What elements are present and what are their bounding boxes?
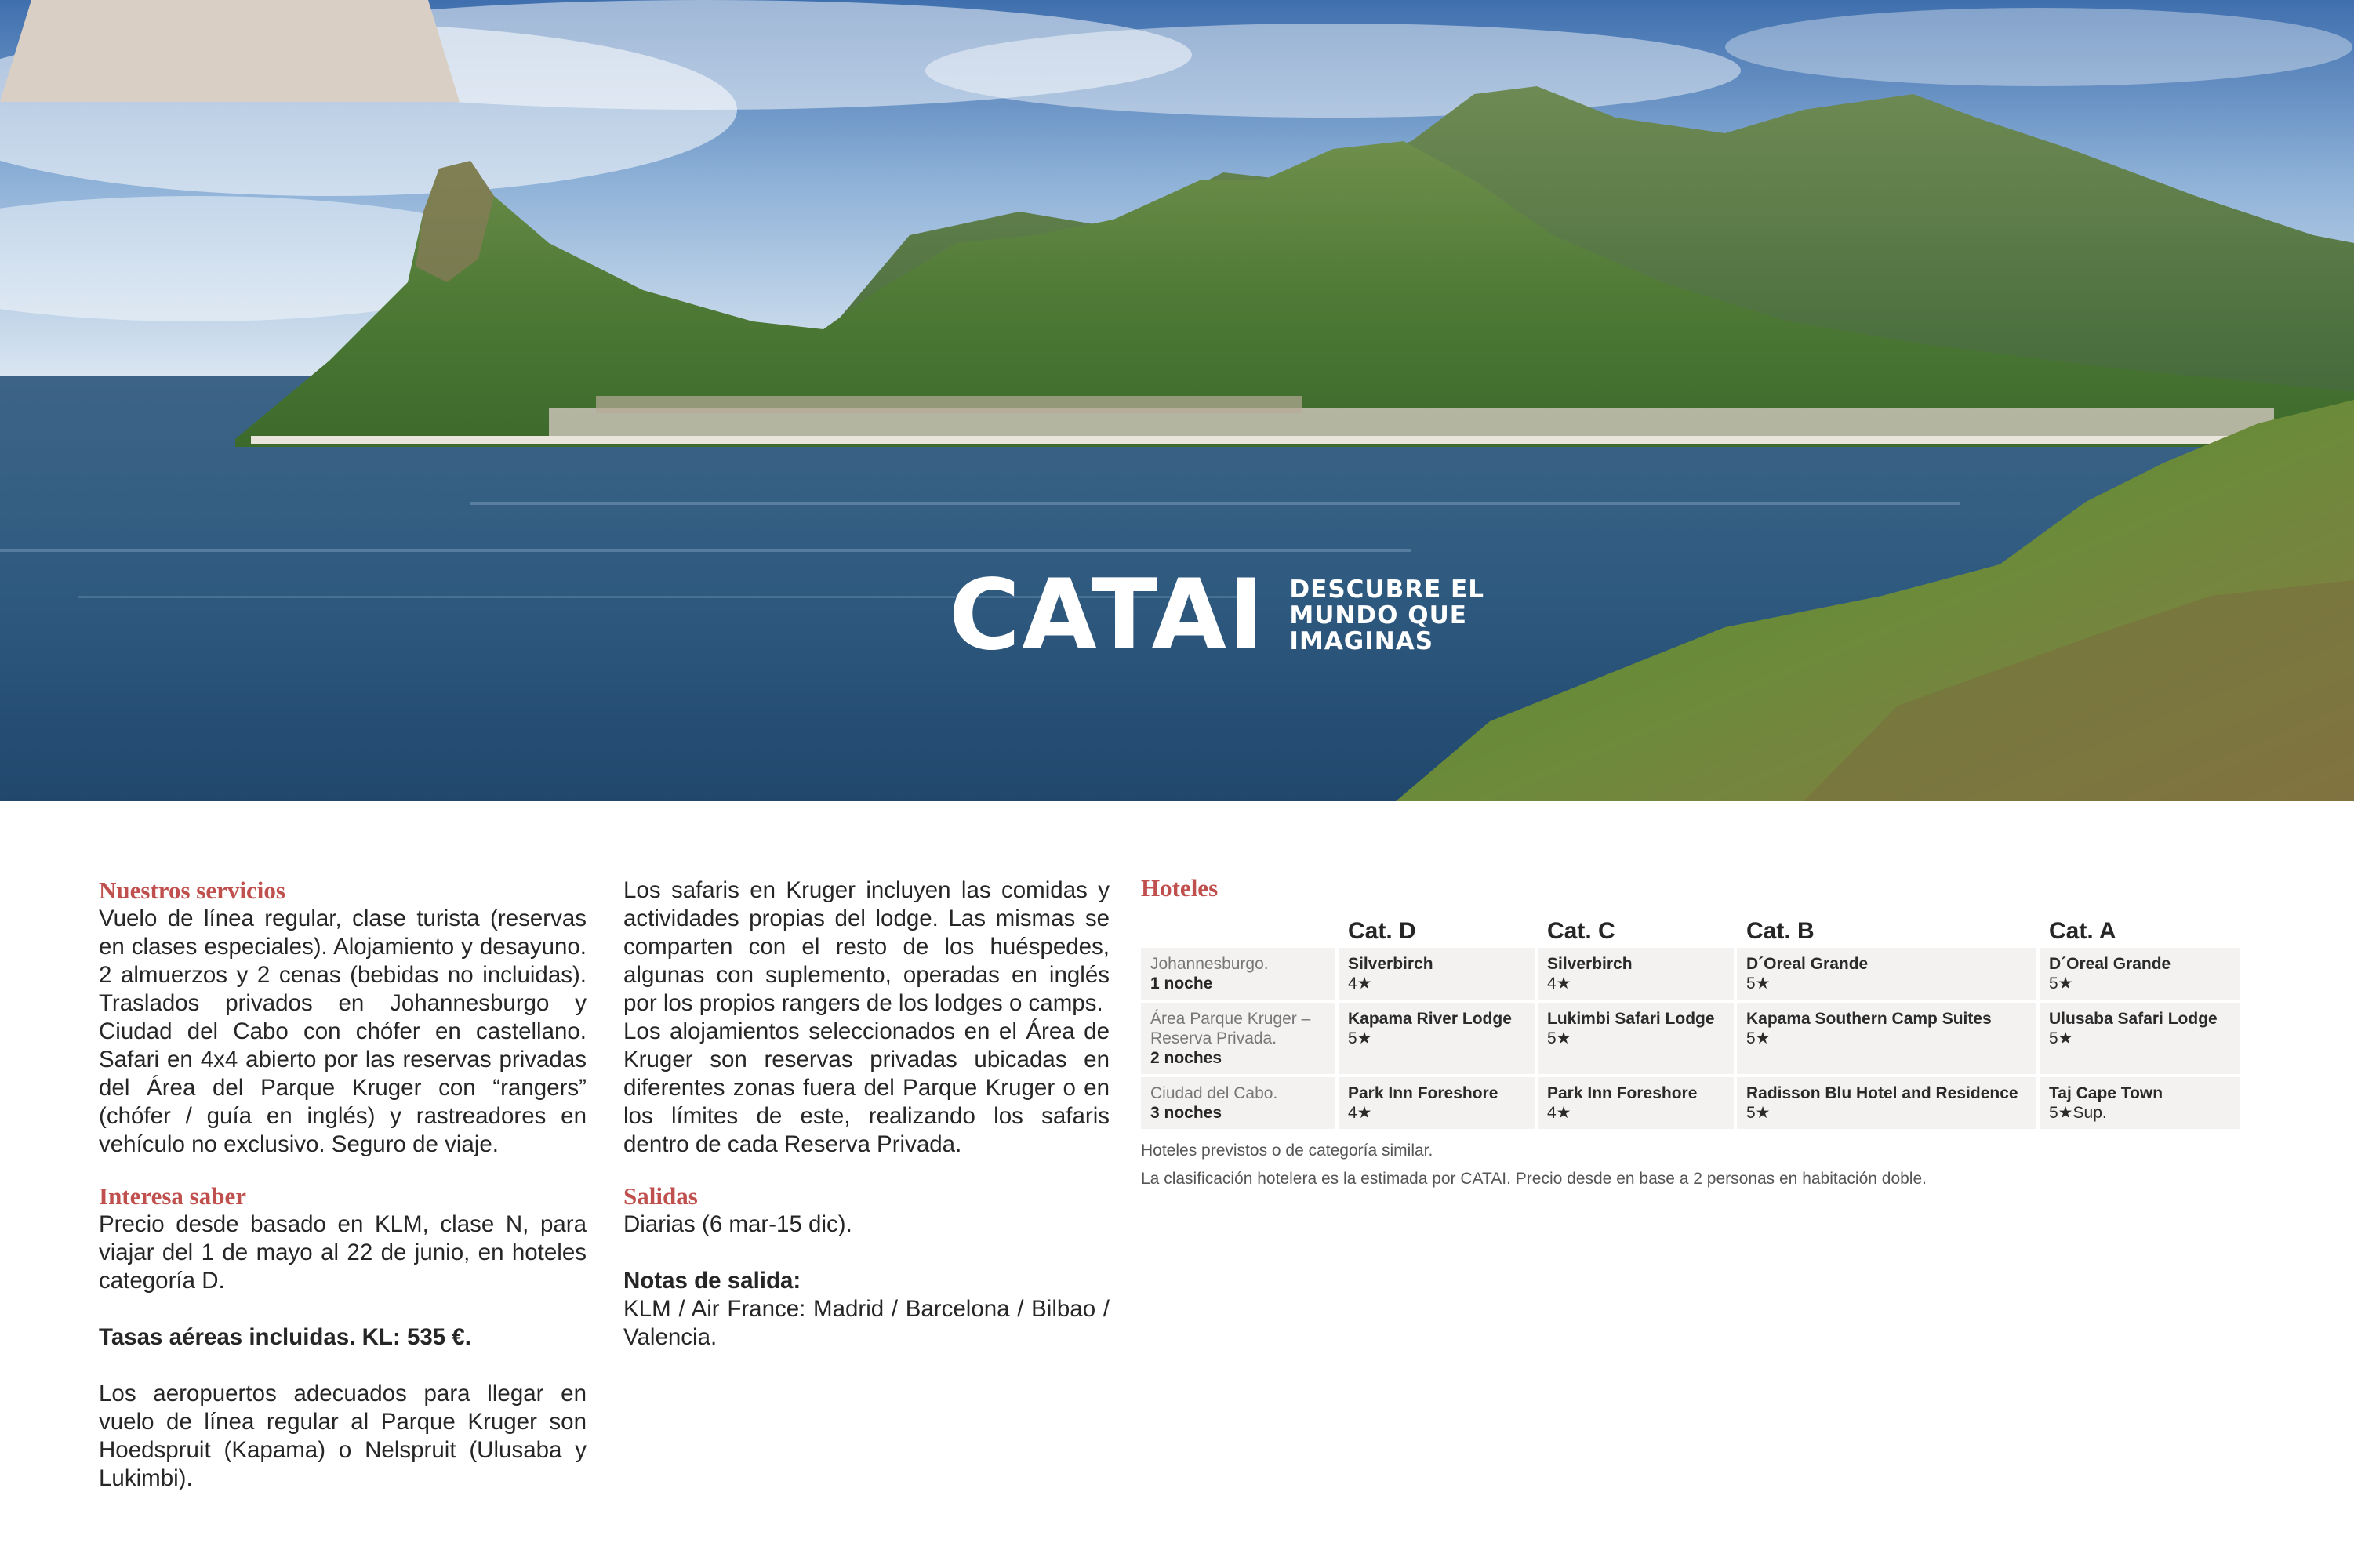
hotel-cell <box>1538 1003 1734 1074</box>
hotel-cell <box>1737 1077 2036 1129</box>
alojamientos-text: Los alojamientos seleccionados en el Área de Kruger son reservas privadas ubicadas en diferentes zonas fuera del Parque Kruger o en los límites de este, realizando los safaris dentro de cada Reserva Privada. <box>623 1018 1110 1157</box>
hotel-stars: 5★ <box>1746 975 1771 993</box>
hotel-cell <box>1339 948 1535 1000</box>
location-cell <box>1141 948 1335 1000</box>
category-header: Cat. B <box>1746 918 1815 944</box>
hotel-cell <box>1339 1077 1535 1129</box>
table-row <box>1141 1077 2240 1129</box>
hotel-cell <box>2040 948 2240 1000</box>
hotels-note: La clasificación hotelera es la estimada por CATAI. Precio desde en base a 2 personas en habitación doble. <box>1141 1170 1927 1188</box>
hotel-name: D´Oreal Grande <box>1746 955 1869 973</box>
location-name: Área Parque Kruger – Reserva Privada. <box>1150 1010 1311 1047</box>
hotel-stars: 4★ <box>1348 975 1372 993</box>
table-header-row <box>1141 912 2240 945</box>
location-cell <box>1141 1003 1335 1074</box>
beige-tab-shape <box>0 0 460 102</box>
interesa-text: Precio desde basado en KLM, clase N, para viajar del 1 de mayo al 22 de junio, en hoteles categoría D. <box>99 1211 587 1294</box>
tasas-text: Tasas aéreas incluidas. KL: 535 €. <box>99 1324 471 1350</box>
hotel-cell <box>2040 1077 2240 1129</box>
hotel-name: Silverbirch <box>1348 955 1433 973</box>
location-name: Ciudad del Cabo. <box>1150 1084 1278 1102</box>
category-header: Cat. D <box>1348 918 1416 944</box>
hotel-cell <box>2040 1003 2240 1074</box>
hotel-stars: 4★ <box>1348 1104 1372 1122</box>
category-header: Cat. A <box>2049 918 2116 944</box>
hotel-name: Lukimbi Safari Lodge <box>1547 1010 1715 1028</box>
hotel-name: Kapama Southern Camp Suites <box>1746 1010 1992 1028</box>
hotel-stars: 5★ <box>1547 1029 1571 1047</box>
hotel-cell <box>1339 1003 1535 1074</box>
hotel-name: Ulusaba Safari Lodge <box>2049 1010 2218 1028</box>
services-heading: Nuestros servicios <box>99 877 285 904</box>
interesa-heading: Interesa saber <box>99 1182 246 1210</box>
hotel-name: Kapama River Lodge <box>1348 1010 1512 1028</box>
hotel-name: Taj Cape Town <box>2049 1084 2163 1102</box>
logo-tagline <box>1289 577 1484 655</box>
hotels-section <box>1141 874 2254 1193</box>
notas-heading: Notas de salida: <box>623 1268 801 1294</box>
location-nights: 1 noche <box>1150 975 1213 993</box>
hotel-stars: 4★ <box>1547 1104 1571 1122</box>
hotel-stars: 5★Sup. <box>2049 1104 2107 1122</box>
aeropuertos-text: Los aeropuertos adecuados para llegar en vuelo de línea regular al Parque Kruger son Hoedspruit (Kapama) o Nelspruit (Ulusaba y Lukimbi). <box>99 1381 587 1491</box>
column-safaris <box>623 877 1110 1352</box>
location-name: Johannesburgo. <box>1150 955 1269 973</box>
column-services <box>99 877 587 1493</box>
hotel-cell <box>1737 1003 2036 1074</box>
salidas-heading: Salidas <box>623 1182 698 1210</box>
hotel-stars: 5★ <box>2049 1029 2073 1047</box>
tagline-line: IMAGINAS <box>1289 626 1434 655</box>
category-header: Cat. C <box>1547 918 1615 944</box>
hotel-cell <box>1737 948 2036 1000</box>
hotel-stars: 5★ <box>1746 1029 1771 1047</box>
notas-text: KLM / Air France: Madrid / Barcelona / Bilbao / Valencia. <box>623 1296 1110 1350</box>
hotel-name: Silverbirch <box>1547 955 1633 973</box>
table-row <box>1141 1003 2240 1074</box>
hotel-name: D´Oreal Grande <box>2049 955 2171 973</box>
location-nights: 2 noches <box>1150 1049 1222 1067</box>
location-cell <box>1141 1077 1335 1129</box>
logo-wordmark: CATAI <box>949 559 1266 672</box>
tagline-line: MUNDO QUE <box>1289 601 1467 630</box>
safaris-text: Los safaris en Kruger incluyen las comidas y actividades propias del lodge. Las mismas se comparten con el resto de los huéspedes, algunas con suplemento, operadas en inglés por los propios rangers de los lodges o camps. <box>623 877 1110 1016</box>
table-row <box>1141 948 2240 1000</box>
hotel-cell <box>1538 1077 1734 1129</box>
hotel-name: Radisson Blu Hotel and Residence <box>1746 1084 2018 1102</box>
table-header-empty <box>1141 912 1335 945</box>
hotel-stars: 5★ <box>1746 1104 1771 1122</box>
hotels-heading: Hoteles <box>1141 874 1219 902</box>
hotels-notes <box>1141 1137 2254 1193</box>
tagline-line: DESCUBRE EL <box>1289 575 1484 604</box>
hotels-note: Hoteles previstos o de categoría similar. <box>1141 1142 1433 1160</box>
catai-logo <box>949 559 1484 672</box>
hotel-stars: 5★ <box>2049 975 2073 993</box>
hotels-table <box>1138 909 2243 1132</box>
salidas-text: Diarias (6 mar-15 dic). <box>623 1211 852 1237</box>
hotel-stars: 4★ <box>1547 975 1571 993</box>
hotel-name: Park Inn Foreshore <box>1547 1084 1698 1102</box>
hotel-name: Park Inn Foreshore <box>1348 1084 1498 1102</box>
location-nights: 3 noches <box>1150 1104 1222 1122</box>
hotel-stars: 5★ <box>1348 1029 1372 1047</box>
services-text: Vuelo de línea regular, clase turista (reservas en clases especiales). Alojamiento y desayuno. 2 almuerzos y 2 cenas (bebidas no incluidas). Traslados privados en Johannesburgo y Ciudad del Cabo con chófer en castellano. Safari en 4x4 abierto por las reservas privadas del Área del Parque Kruger con “rangers” (chófer / guía en inglés) y rastreadores en vehículo no exclusivo. Seguro de viaje. <box>99 906 587 1157</box>
hotel-cell <box>1538 948 1734 1000</box>
